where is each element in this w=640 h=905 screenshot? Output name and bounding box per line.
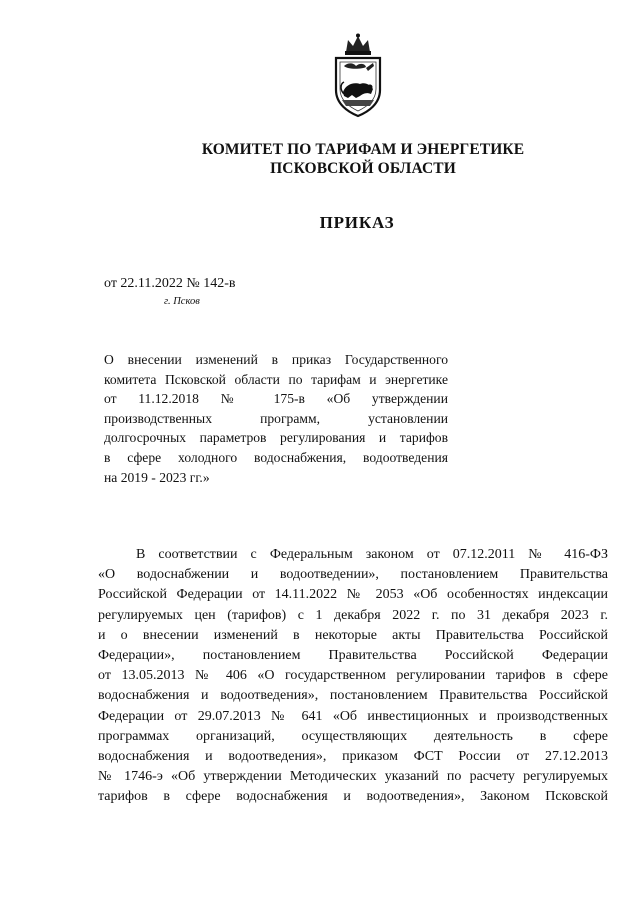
body-line: «О водоснабжении и водоотведении», постановлением Правительства xyxy=(98,567,608,583)
subject-line: в сфере холодного водоснабжения, водоотведения xyxy=(104,449,448,465)
body-line: регулируемых цен (тарифов) с 1 декабря 2022 г. по 31 декабря 2023 г. xyxy=(98,607,608,623)
body-line: Федерации», постановлением Правительства Российской Федерации xyxy=(98,647,608,663)
body-line: В соответствии с Федеральным законом от 07.12.2011 № 416-ФЗ xyxy=(136,547,608,562)
body-line: от 13.05.2013 № 406 «О государственном регулировании тарифов в сфере xyxy=(98,668,608,684)
body-line: № 1746-э «Об утверждении Методических указаний по расчету регулируемых xyxy=(98,769,608,785)
body-line: программах организаций, осуществляющих деятельность в сфере xyxy=(98,728,608,744)
body-line: тарифов в сфере водоснабжения и водоотведения», Законом Псковской xyxy=(98,789,608,805)
subject-line: на 2019 - 2023 гг.» xyxy=(104,469,210,485)
body-line: водоснабжения и водоотведения», постановлением Правительства Российской xyxy=(98,688,608,704)
org-name-line-1: КОМИТЕТ ПО ТАРИФАМ И ЭНЕРГЕТИКЕ xyxy=(201,141,525,158)
order-subject xyxy=(104,350,448,487)
subject-line: О внесении изменений в приказ Государственного xyxy=(104,352,448,367)
org-name-line-2: ПСКОВСКОЙ ОБЛАСТИ xyxy=(270,160,456,177)
subject-line: от 11.12.2018 № 175-в «Об утверждении xyxy=(104,391,448,407)
subject-line: комитета Псковской области по тарифам и энергетике xyxy=(104,371,448,387)
document-type-title: ПРИКАЗ xyxy=(319,213,395,232)
body-line: Федерации от 29.07.2013 № 641 «Об инвестиционных и производственных xyxy=(98,708,608,724)
order-date-number: от 22.11.2022 № 142-в xyxy=(104,276,236,291)
subject-line: производственных программ, установлении xyxy=(104,410,448,426)
order-body-paragraph xyxy=(98,545,608,807)
body-line: и о внесении изменений в некоторые акты Правительства Российской xyxy=(98,627,608,643)
order-city: г. Псков xyxy=(164,296,200,307)
body-line: Российской Федерации от 14.11.2022 № 2053 «Об особенностях индексации xyxy=(98,587,608,603)
coat-of-arms-icon xyxy=(326,32,390,118)
body-line: водоснабжения и водоотведения», приказом ФСТ России от 27.12.2013 xyxy=(98,748,608,764)
subject-line: долгосрочных параметров регулирования и тарифов xyxy=(104,430,448,446)
